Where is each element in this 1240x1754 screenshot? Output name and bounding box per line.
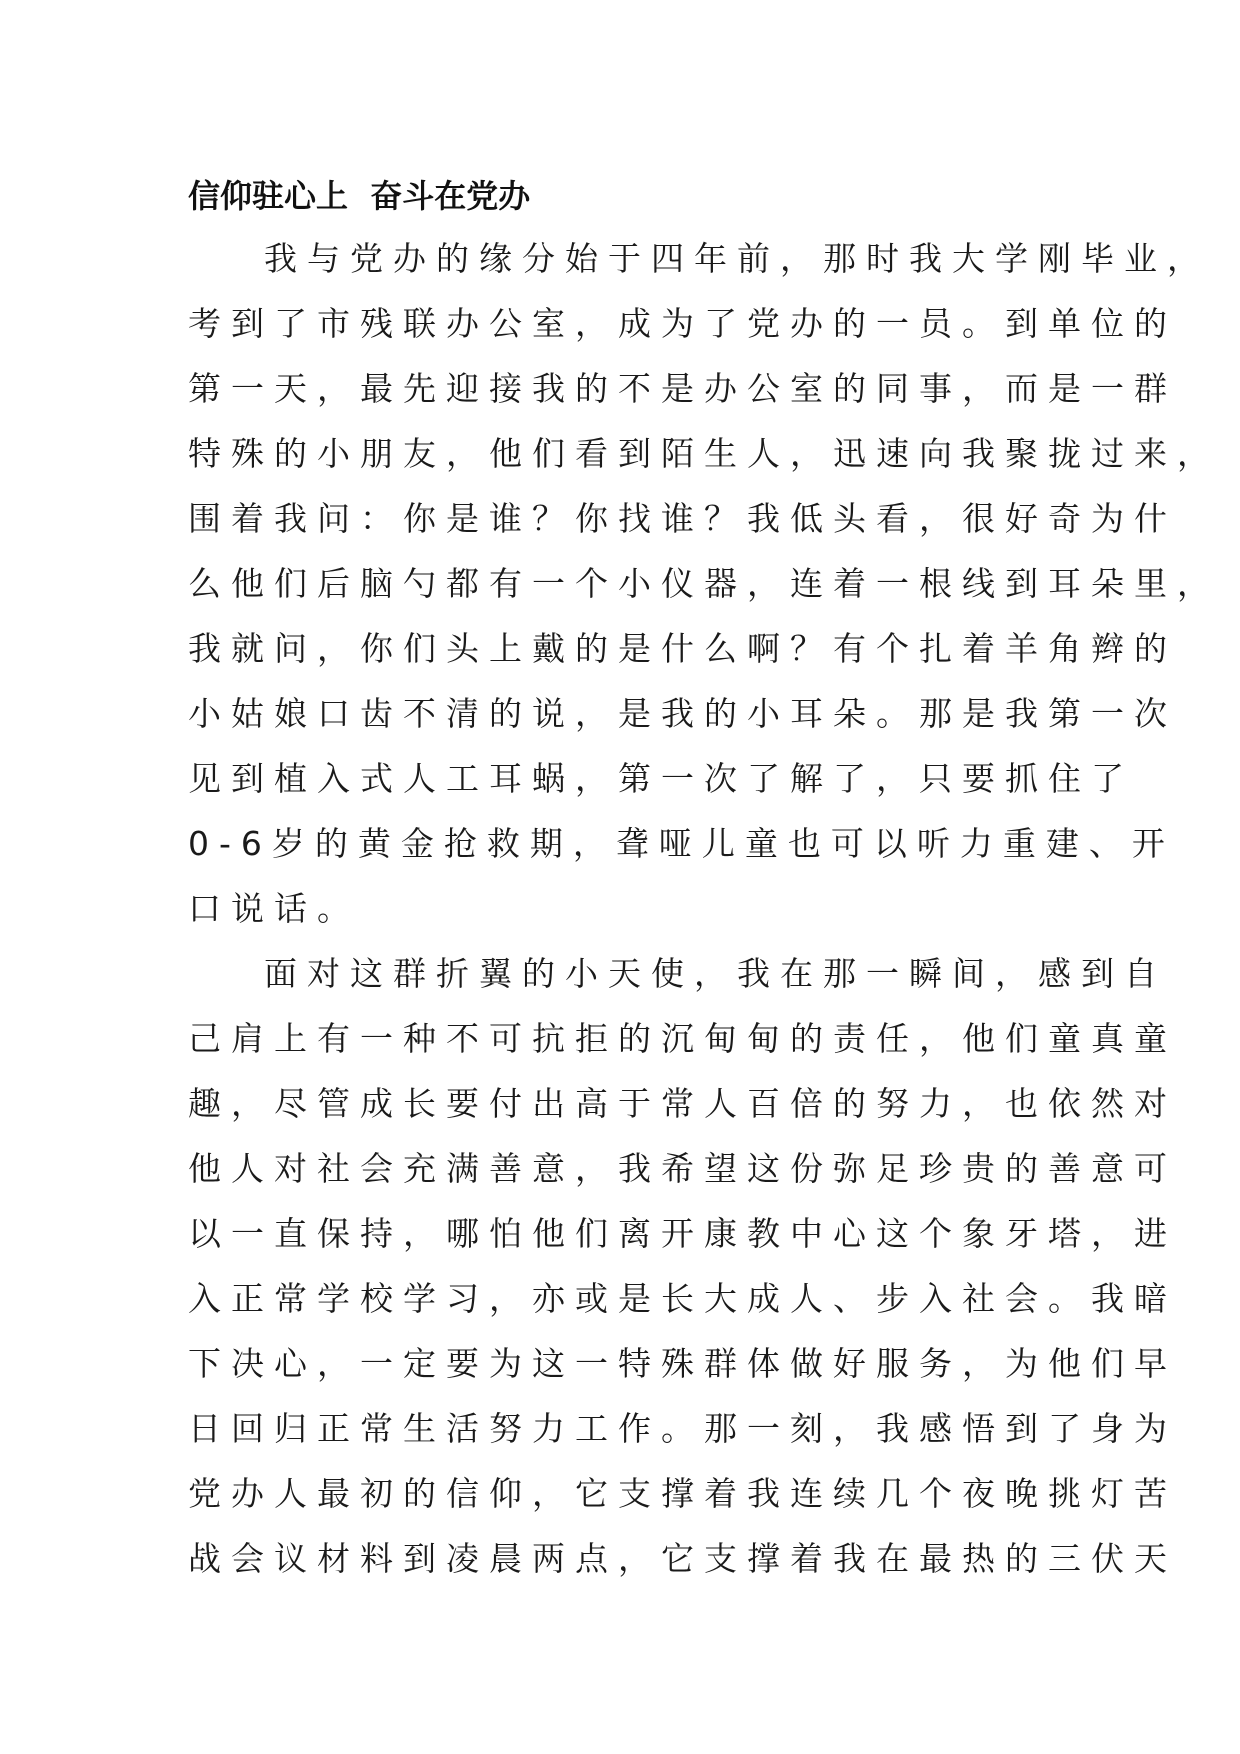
text-line: 考到了市残联办公室，成为了党办的一员。到单位的 bbox=[188, 304, 1177, 343]
text-line: 战会议材料到凌晨两点，它支撑着我在最热的三伏天 bbox=[188, 1539, 1177, 1578]
text-line: 他人对社会充满善意，我希望这份弥足珍贵的善意可 bbox=[188, 1149, 1177, 1188]
text-line: 小姑娘口齿不清的说，是我的小耳朵。那是我第一次 bbox=[188, 694, 1177, 733]
text-line: 入正常学校学习，亦或是长大成人、步入社会。我暗 bbox=[188, 1279, 1177, 1318]
text-line: 己肩上有一种不可抗拒的沉甸甸的责任，他们童真童 bbox=[188, 1019, 1177, 1058]
text-line: 第一天，最先迎接我的不是办公室的同事，而是一群 bbox=[188, 369, 1177, 408]
text-line: 党办人最初的信仰，它支撑着我连续几个夜晚挑灯苦 bbox=[188, 1474, 1177, 1513]
text-line: 围着我问：你是谁？你找谁？我低头看，很好奇为什 bbox=[188, 499, 1177, 538]
text-line: 日回归正常生活努力工作。那一刻，我感悟到了身为 bbox=[188, 1409, 1177, 1448]
text-line: 下决心，一定要为这一特殊群体做好服务，为他们早 bbox=[188, 1344, 1177, 1383]
text-line: 面对这群折翼的小天使，我在那一瞬间，感到自 bbox=[264, 954, 1167, 993]
document-title: 信仰驻心上 奋斗在党办 bbox=[188, 177, 531, 215]
text-line: 以一直保持，哪怕他们离开康教中心这个象牙塔，进 bbox=[188, 1214, 1177, 1253]
document-body bbox=[188, 226, 1220, 1591]
text-line: 0-6岁的黄金抢救期，聋哑儿童也可以听力重建、开 bbox=[188, 824, 1175, 863]
text-line: 口说话。 bbox=[188, 889, 360, 928]
text-line: 见到植入式人工耳蜗，第一次了解了，只要抓住了 bbox=[188, 759, 1134, 798]
text-line: 么他们后脑勺都有一个小仪器，连着一根线到耳朵里， bbox=[188, 564, 1220, 603]
text-line: 趣，尽管成长要付出高于常人百倍的努力，也依然对 bbox=[188, 1084, 1177, 1123]
text-line: 我与党办的缘分始于四年前，那时我大学刚毕业， bbox=[264, 239, 1210, 278]
text-line: 特殊的小朋友，他们看到陌生人，迅速向我聚拢过来， bbox=[188, 434, 1220, 473]
text-line: 我就问，你们头上戴的是什么啊？有个扎着羊角辫的 bbox=[188, 629, 1177, 668]
